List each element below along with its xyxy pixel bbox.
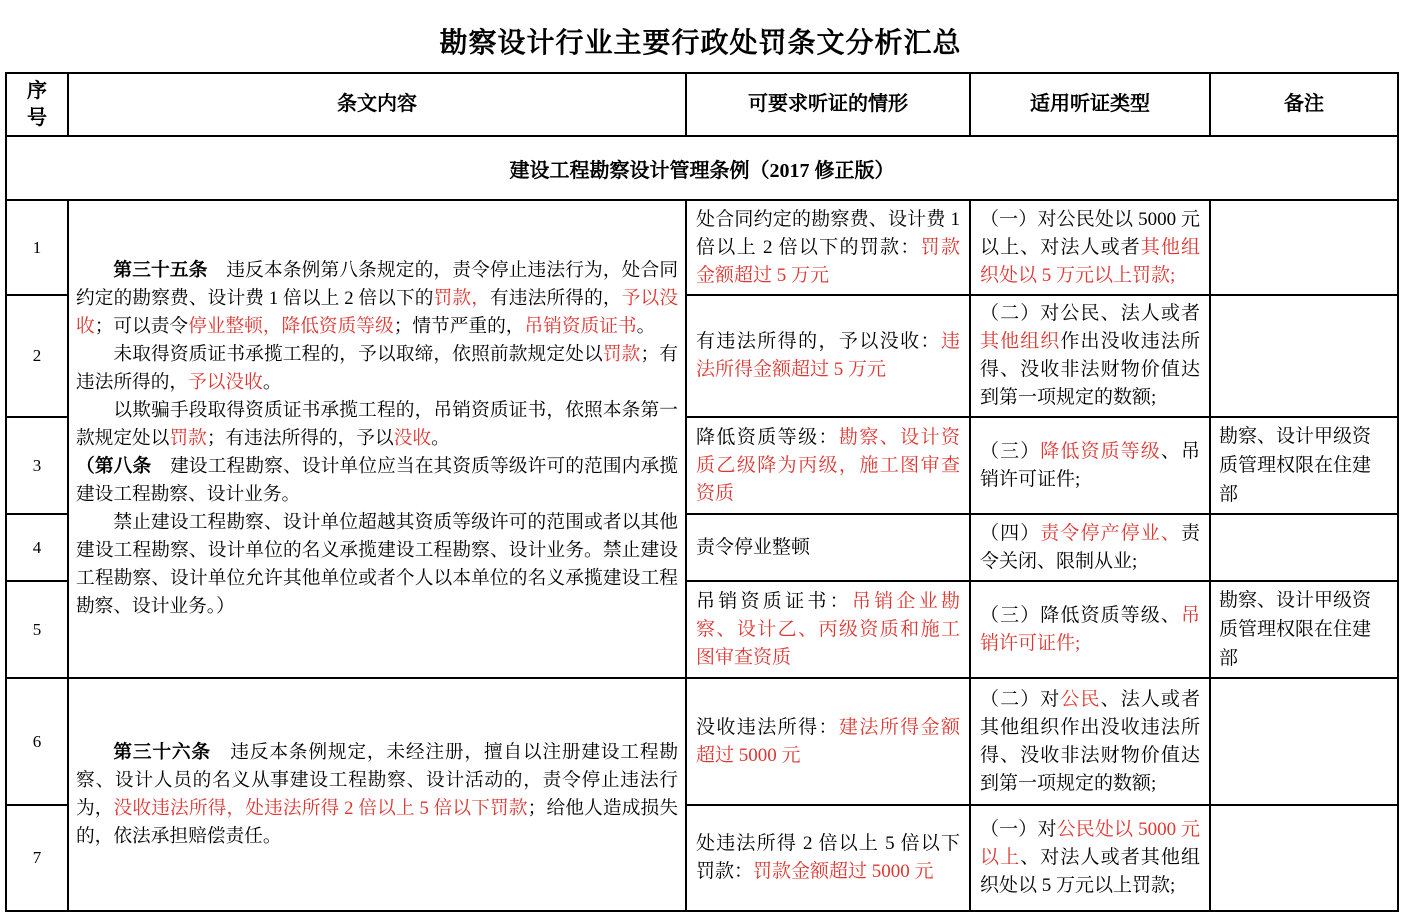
text-run: （三） [980,440,1041,462]
text-run: ；可以责令 [94,316,189,337]
text-run: 予以没收 [188,372,263,393]
seq-cell: 3 [6,417,68,514]
seq-cell: 6 [6,678,68,805]
hearing-situation-cell [686,514,970,581]
text-run: 罚款金额超过 5 万元 [696,236,960,286]
text-run: （二）对公民、法人或者 [980,303,1200,324]
text-run: ；给他人造成损失的，依法承担赔偿责任。 [76,797,679,847]
text-run: 降低资质等级 [1040,440,1161,462]
text-run: （第八条 [76,456,152,477]
text-run: 其他组织处以 5 万元以上罚款; [980,236,1200,286]
text-run: 罚款， [433,288,491,309]
text-run: 建法所得金额超过 5000 元 [696,716,960,766]
hearing-type-cell [970,805,1210,911]
text-run: 没收 [393,428,432,449]
text-run: 责令停业整顿 [696,536,811,558]
text-run: 有违法所得的，予以没收： [696,331,941,352]
paragraph [76,341,678,397]
text-run: 吊销许可证件; [980,604,1200,654]
col-header-hearing-type: 适用听证类型 [970,73,1210,136]
text-run: 未取得资质证书承揽工程的，予以取缔，依照前款规定处以 [113,344,603,365]
text-run: 违反本条例第八条规定的，责令停止违法行为，处合同约定的勘察费、设计费 1 倍以上 2 倍以下的 [76,260,679,309]
text-run: 、对法人或者其他组织处以 5 万元以上罚款; [980,847,1200,896]
text-run: （三）降低资质等级、 [980,604,1181,626]
table-row [6,200,1398,295]
paragraph [76,257,678,341]
col-header-provision: 条文内容 [68,73,686,136]
text-run: 勘察、设计资质乙级降为丙级，施工图审查资质 [696,426,960,504]
text-run: 以欺骗手段取得资质证书承揽工程的，吊销资质证书，依照本条第一款规定处以 [76,400,678,449]
text-run: ；有违法所得的， [76,344,679,393]
page-title: 勘察设计行业主要行政处罚条文分析汇总 [439,28,962,59]
text-run: ；情节严重的， [393,316,525,337]
seq-cell: 1 [6,200,68,295]
hearing-type-cell [970,514,1210,581]
paragraph [76,397,678,453]
text-run: 建设工程勘察、设计单位应当在其资质等级许可的范围内承揽建设工程勘察、设计业务。 [76,456,679,505]
text-run: 没收违法所得，处违法所得 2 倍以上 5 倍以下罚款 [113,797,528,819]
text-run: 有违法所得的， [490,288,622,309]
header-row [6,73,1398,136]
remark-cell: 勘察、设计甲级资质管理权限在住建部 [1210,417,1398,514]
paragraph [76,453,678,509]
paragraph [76,739,678,851]
hearing-type-cell [970,295,1210,417]
hearing-type-cell [970,200,1210,295]
provision-cell-article-35 [68,200,686,678]
text-run: （一）对公民处以 5000 元以上、对法人或者 [980,208,1200,258]
text-run: 予以没收 [76,288,679,337]
text-run: 吊销资质证书： [696,590,852,612]
text-run: 罚款金额超过 5000 元 [753,861,934,882]
remark-cell [1210,295,1398,417]
hearing-situation-cell [686,678,970,805]
text-run: 公民处以 5000 元以上 [980,819,1200,868]
text-run: 第三十五条 [113,260,208,281]
text-run: 责令停产停业、 [1040,522,1181,544]
remark-cell [1210,678,1398,805]
text-run: 违反本条例规定，未经注册，擅自以注册建设工程勘察、设计人员的名义从事建设工程勘察、设计活动的，责令停止违法行为， [76,741,679,819]
hearing-situation-cell [686,200,970,295]
text-run: 。 [262,372,282,393]
col-header-remark: 备注 [1210,73,1398,136]
hearing-type-cell [970,678,1210,805]
seq-cell: 2 [6,295,68,417]
text-run: 吊销资质证书 [524,316,637,337]
hearing-type-cell [970,417,1210,514]
seq-cell: 7 [6,805,68,911]
table-row [6,678,1398,805]
remark-cell [1210,805,1398,911]
text-run: 没收违法所得： [696,716,839,738]
text-run: 作出没收违法所得、没收非法财物价值达到第一项规定的数额; [980,331,1200,408]
remark-cell [1210,200,1398,295]
penalty-table [5,72,1399,912]
section-row [6,136,1398,200]
text-run: 。 [431,428,450,449]
seq-cell: 4 [6,514,68,581]
hearing-situation-cell [686,417,970,514]
text-run: 处合同约定的勘察费、设计费 1 倍以上 2 倍以下的罚款： [696,208,960,258]
text-run: 责令关闭、限制从业; [980,522,1200,572]
text-run: 、吊销许可证件; [980,440,1200,490]
remark-cell [1210,514,1398,581]
remark-cell: 勘察、设计甲级资质管理权限在住建部 [1210,581,1398,678]
text-run: 违法所得金额超过 5 万元 [696,331,960,380]
text-run: 其他组织 [980,331,1061,352]
text-run: ；有违法所得的，予以 [206,428,394,449]
text-run: 。 [636,316,656,337]
text-run: （二）对 [980,688,1061,710]
text-run: 罚款 [602,344,641,365]
paragraph [76,509,678,621]
text-run: （一）对 [980,819,1057,840]
hearing-situation-cell [686,581,970,678]
text-run: 第三十六条 [113,741,211,763]
text-run: 降低资质等级： [696,426,839,448]
text-run: 罚款 [169,428,207,449]
text-run: 停业整顿，降低资质等级 [188,316,394,337]
hearing-situation-cell [686,805,970,911]
col-header-hearing-situation: 可要求听证的情形 [686,73,970,136]
provision-cell-article-36 [68,678,686,911]
hearing-situation-cell [686,295,970,417]
text-run: 吊销企业勘察、设计乙、丙级资质和施工图审查资质 [696,590,960,668]
section-header: 建设工程勘察设计管理条例（2017 修正版） [6,136,1398,200]
text-run: 禁止建设工程勘察、设计单位超越其资质等级许可的范围或者以其他建设工程勘察、设计单位的名义承揽建设工程勘察、设计业务。禁止建设工程勘察、设计单位允许其他单位或者个人以本单位的名义承揽建设工程勘察、设计业务。） [76,512,678,617]
text-run: 公民 [1060,688,1101,710]
col-header-seq: 序号 [6,73,68,136]
hearing-type-cell [970,581,1210,678]
text-run: 处违法所得 2 倍以上 5 倍以下罚款： [696,833,960,882]
seq-cell: 5 [6,581,68,678]
text-run: 、法人或者其他组织作出没收违法所得、没收非法财物价值达到第一项规定的数额; [980,688,1200,794]
text-run: （四） [980,522,1041,544]
